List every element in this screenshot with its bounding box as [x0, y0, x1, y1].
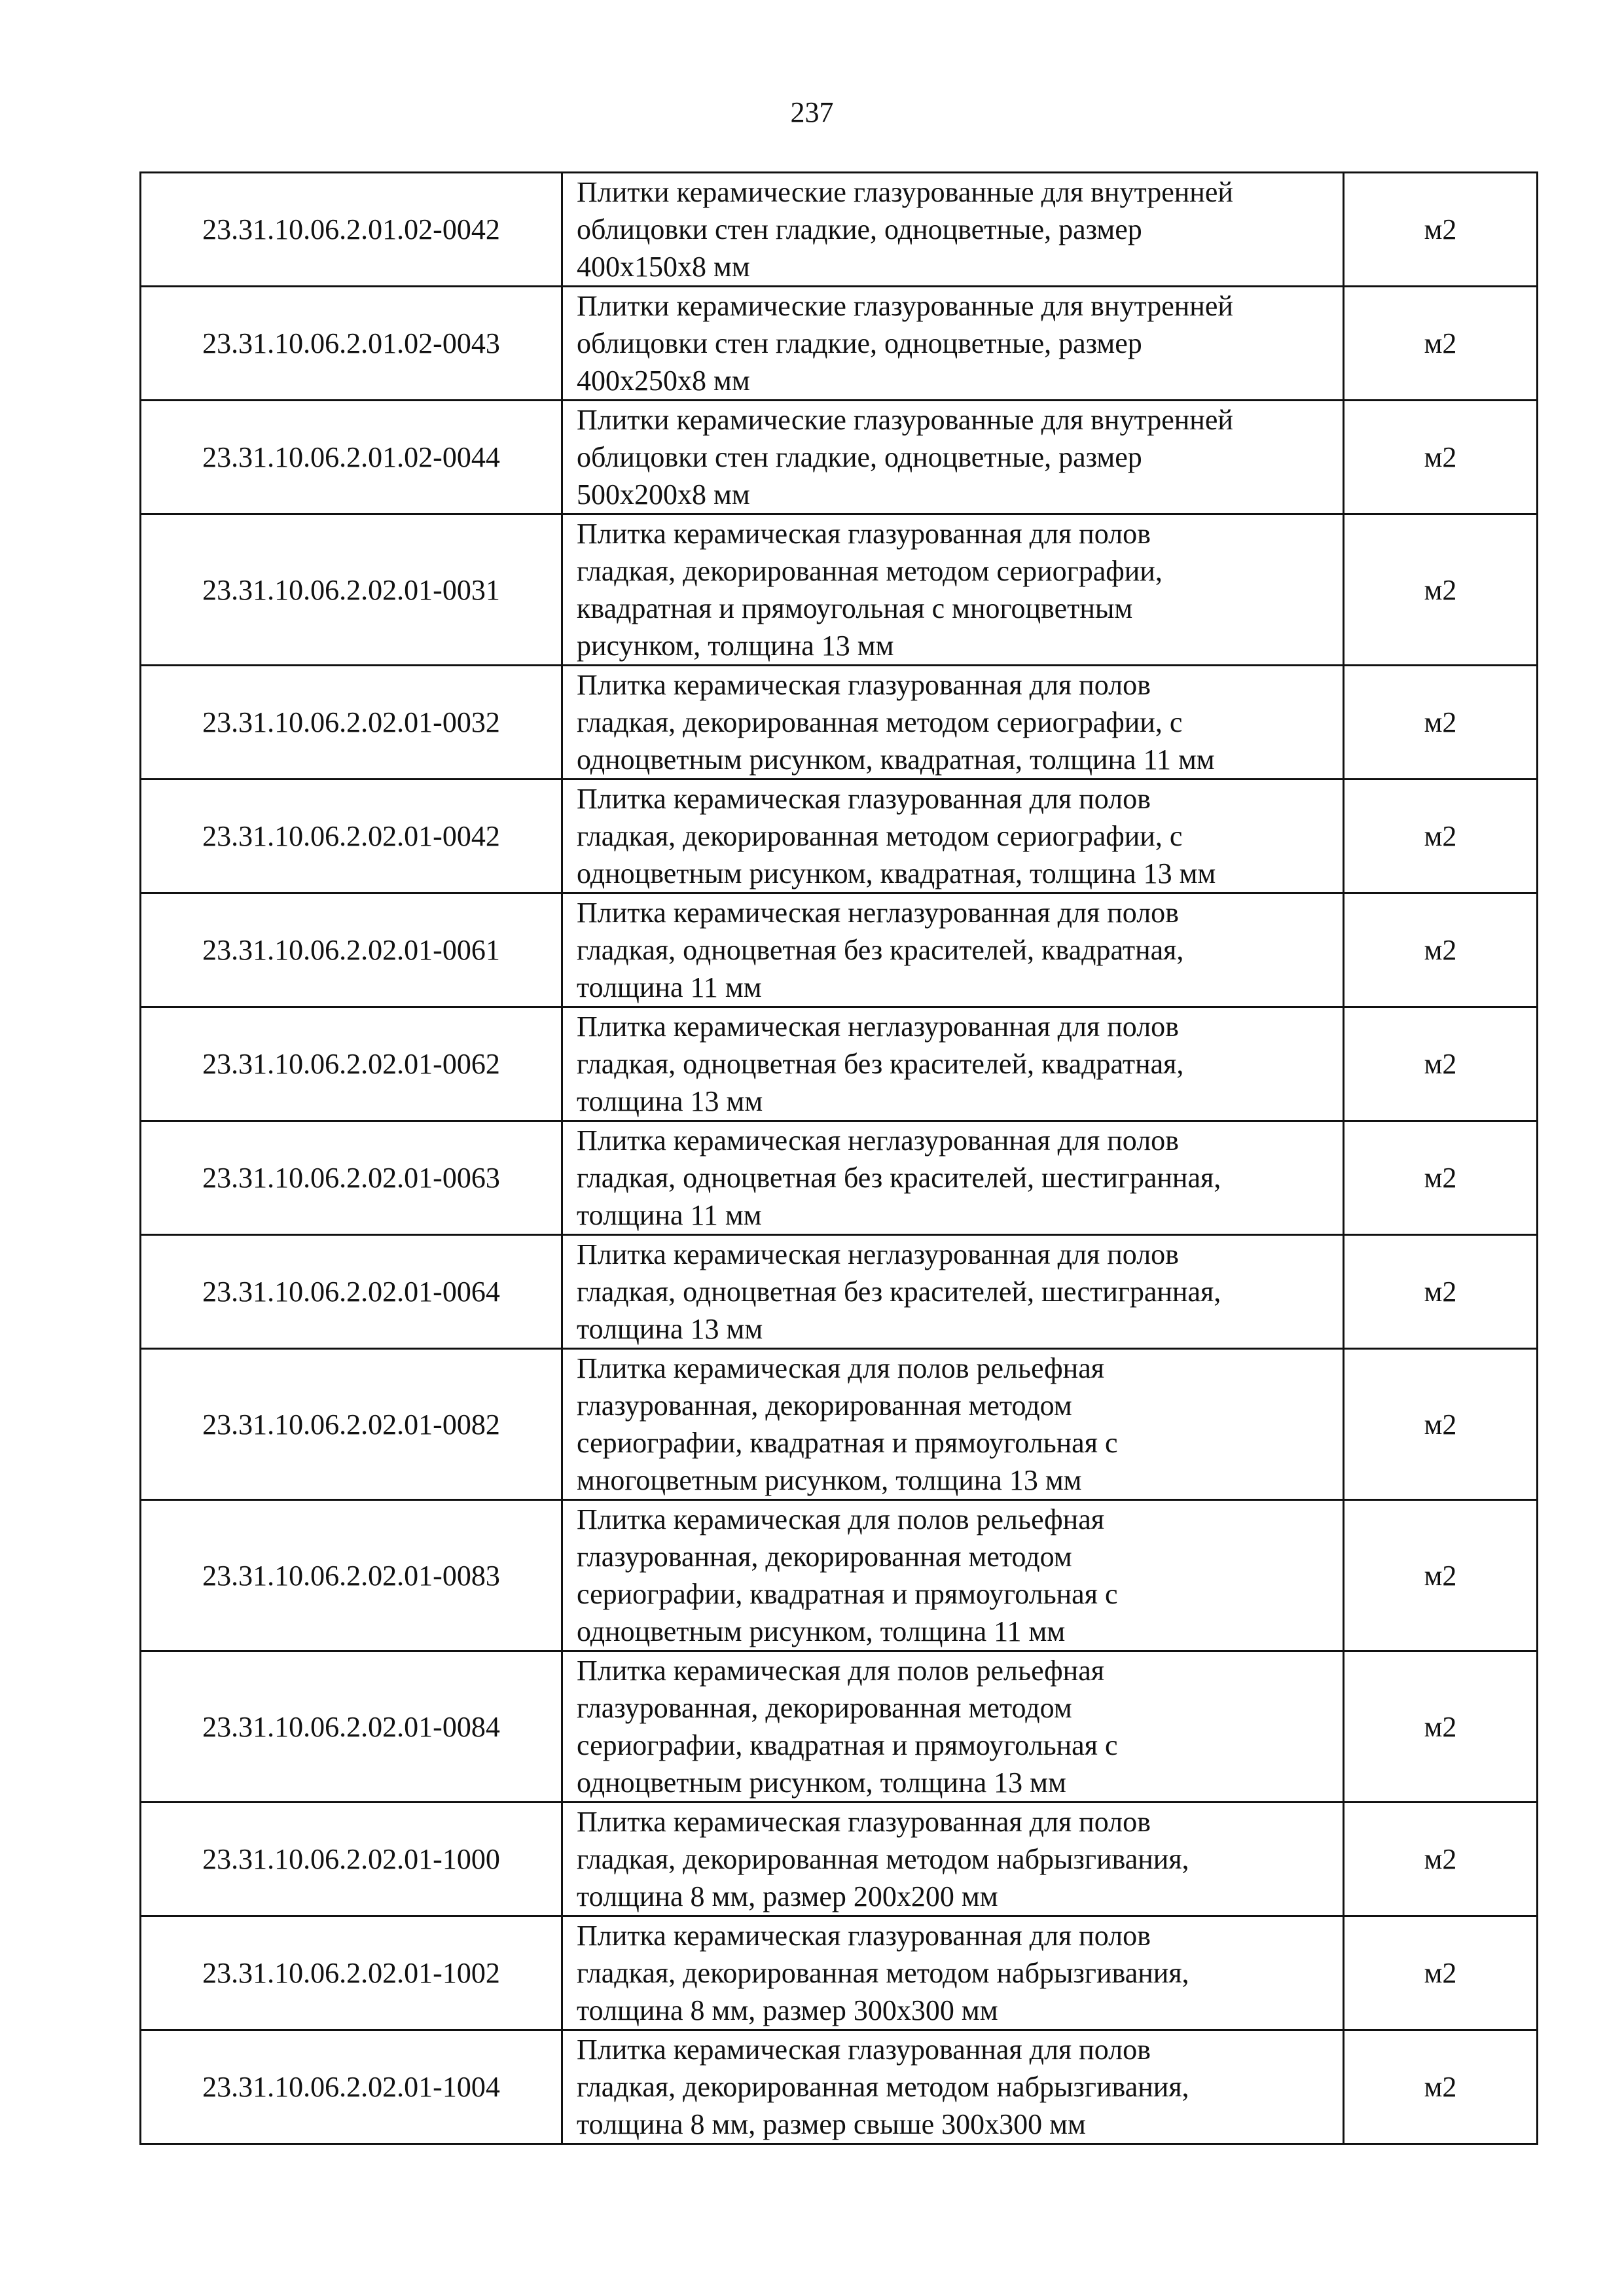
description-line: одноцветным рисунком, квадратная, толщина 13 мм — [577, 857, 1216, 889]
table-row — [141, 173, 1538, 287]
material-code: 23.31.10.06.2.02.01-1000 — [141, 1803, 562, 1916]
material-description — [562, 893, 1344, 1007]
table-row — [141, 780, 1538, 893]
table-row — [141, 514, 1538, 666]
description-line: одноцветным рисунком, толщина 11 мм — [577, 1615, 1066, 1647]
unit-of-measure: м2 — [1344, 173, 1538, 287]
description-line: многоцветным рисунком, толщина 13 мм — [577, 1464, 1082, 1496]
unit-of-measure: м2 — [1344, 1500, 1538, 1651]
material-code: 23.31.10.06.2.02.01-0063 — [141, 1121, 562, 1235]
description-line: Плитка керамическая глазурованная для полов — [577, 669, 1151, 701]
material-description — [562, 1121, 1344, 1235]
description-line: гладкая, одноцветная без красителей, шестигранная, — [577, 1162, 1221, 1194]
material-code: 23.31.10.06.2.02.01-1002 — [141, 1916, 562, 2030]
description-line: толщина 13 мм — [577, 1085, 763, 1117]
description-line: Плитка керамическая глазурованная для полов — [577, 1806, 1151, 1838]
table-row — [141, 1651, 1538, 1803]
description-line: толщина 11 мм — [577, 1199, 762, 1231]
description-line: толщина 8 мм, размер 300х300 мм — [577, 1994, 998, 2026]
material-description — [562, 780, 1344, 893]
table-row — [141, 1235, 1538, 1349]
description-line: глазурованная, декорированная методом — [577, 1541, 1072, 1573]
description-line: облицовки стен гладкие, одноцветные, размер — [577, 213, 1142, 245]
description-line: гладкая, декорированная методом набрызгивания, — [577, 1957, 1189, 1989]
description-line: Плитка керамическая глазурованная для полов — [577, 1920, 1151, 1952]
unit-of-measure: м2 — [1344, 401, 1538, 514]
description-line: сериографии, квадратная и прямоугольная с — [577, 1427, 1118, 1459]
table-row — [141, 401, 1538, 514]
unit-of-measure: м2 — [1344, 1235, 1538, 1349]
description-line: одноцветным рисунком, квадратная, толщина 11 мм — [577, 744, 1215, 776]
description-line: квадратная и прямоугольная с многоцветным — [577, 592, 1133, 624]
description-line: Плитка керамическая неглазурованная для полов — [577, 897, 1179, 929]
description-line: гладкая, декорированная методом набрызгивания, — [577, 2071, 1189, 2103]
table-row — [141, 1121, 1538, 1235]
material-code: 23.31.10.06.2.02.01-0082 — [141, 1349, 562, 1500]
description-line: гладкая, одноцветная без красителей, квадратная, — [577, 934, 1184, 966]
unit-of-measure: м2 — [1344, 666, 1538, 780]
description-line: облицовки стен гладкие, одноцветные, размер — [577, 441, 1142, 473]
material-description — [562, 401, 1344, 514]
description-line: толщина 13 мм — [577, 1313, 763, 1345]
table-row — [141, 1500, 1538, 1651]
table-row — [141, 666, 1538, 780]
material-description — [562, 1500, 1344, 1651]
description-line: толщина 11 мм — [577, 971, 762, 1003]
table-row — [141, 2030, 1538, 2144]
description-line: Плитки керамические глазурованные для внутренней — [577, 404, 1233, 436]
material-code: 23.31.10.06.2.02.01-0032 — [141, 666, 562, 780]
description-line: толщина 8 мм, размер 200х200 мм — [577, 1880, 998, 1912]
description-line: толщина 8 мм, размер свыше 300х300 мм — [577, 2108, 1086, 2140]
description-line: Плитка керамическая для полов рельефная — [577, 1503, 1104, 1535]
material-code: 23.31.10.06.2.01.02-0043 — [141, 287, 562, 401]
material-code: 23.31.10.06.2.02.01-0064 — [141, 1235, 562, 1349]
description-line: Плитка керамическая неглазурованная для полов — [577, 1011, 1179, 1043]
material-description — [562, 1916, 1344, 2030]
unit-of-measure: м2 — [1344, 514, 1538, 666]
material-description — [562, 1651, 1344, 1803]
description-line: облицовки стен гладкие, одноцветные, размер — [577, 327, 1142, 359]
description-line: 400х150х8 мм — [577, 251, 750, 283]
description-line: Плитка керамическая глазурованная для полов — [577, 2034, 1151, 2066]
description-line: гладкая, декорированная методом сериографии, — [577, 555, 1163, 587]
material-code: 23.31.10.06.2.02.01-0084 — [141, 1651, 562, 1803]
materials-table — [139, 171, 1538, 2145]
material-code: 23.31.10.06.2.02.01-0042 — [141, 780, 562, 893]
description-line: Плитка керамическая глазурованная для полов — [577, 783, 1151, 815]
table-row — [141, 893, 1538, 1007]
unit-of-measure: м2 — [1344, 1007, 1538, 1121]
description-line: Плитка керамическая глазурованная для полов — [577, 518, 1151, 550]
materials-table-body — [141, 173, 1538, 2144]
material-code: 23.31.10.06.2.02.01-0083 — [141, 1500, 562, 1651]
material-description — [562, 287, 1344, 401]
unit-of-measure: м2 — [1344, 1651, 1538, 1803]
unit-of-measure: м2 — [1344, 1916, 1538, 2030]
unit-of-measure: м2 — [1344, 287, 1538, 401]
description-line: гладкая, декорированная методом сериографии, с — [577, 706, 1183, 738]
material-code: 23.31.10.06.2.01.02-0044 — [141, 401, 562, 514]
material-description — [562, 1349, 1344, 1500]
material-description — [562, 173, 1344, 287]
description-line: гладкая, декорированная методом сериографии, с — [577, 820, 1183, 852]
material-description — [562, 1803, 1344, 1916]
table-row — [141, 287, 1538, 401]
description-line: Плитка керамическая неглазурованная для полов — [577, 1238, 1179, 1270]
description-line: 400х250х8 мм — [577, 365, 750, 397]
table-row — [141, 1007, 1538, 1121]
description-line: сериографии, квадратная и прямоугольная с — [577, 1729, 1118, 1761]
description-line: гладкая, одноцветная без красителей, шестигранная, — [577, 1276, 1221, 1308]
description-line: 500х200х8 мм — [577, 478, 750, 511]
material-code: 23.31.10.06.2.02.01-1004 — [141, 2030, 562, 2144]
material-description — [562, 2030, 1344, 2144]
description-line: Плитки керамические глазурованные для внутренней — [577, 176, 1233, 208]
unit-of-measure: м2 — [1344, 2030, 1538, 2144]
unit-of-measure: м2 — [1344, 1349, 1538, 1500]
material-code: 23.31.10.06.2.02.01-0062 — [141, 1007, 562, 1121]
unit-of-measure: м2 — [1344, 780, 1538, 893]
description-line: Плитка керамическая неглазурованная для полов — [577, 1124, 1179, 1157]
description-line: гладкая, декорированная методом набрызгивания, — [577, 1843, 1189, 1875]
material-description — [562, 1007, 1344, 1121]
page-number: 237 — [790, 96, 834, 128]
unit-of-measure: м2 — [1344, 893, 1538, 1007]
description-line: Плитка керамическая для полов рельефная — [577, 1352, 1104, 1384]
material-description — [562, 514, 1344, 666]
unit-of-measure: м2 — [1344, 1803, 1538, 1916]
description-line: глазурованная, декорированная методом — [577, 1692, 1072, 1724]
unit-of-measure: м2 — [1344, 1121, 1538, 1235]
description-line: одноцветным рисунком, толщина 13 мм — [577, 1767, 1066, 1799]
description-line: глазурованная, декорированная методом — [577, 1390, 1072, 1422]
material-code: 23.31.10.06.2.01.02-0042 — [141, 173, 562, 287]
material-code: 23.31.10.06.2.02.01-0061 — [141, 893, 562, 1007]
description-line: рисунком, толщина 13 мм — [577, 630, 894, 662]
description-line: Плитки керамические глазурованные для внутренней — [577, 290, 1233, 322]
table-row — [141, 1916, 1538, 2030]
material-description — [562, 1235, 1344, 1349]
description-line: сериографии, квадратная и прямоугольная с — [577, 1578, 1118, 1610]
material-description — [562, 666, 1344, 780]
description-line: Плитка керамическая для полов рельефная — [577, 1655, 1104, 1687]
description-line: гладкая, одноцветная без красителей, квадратная, — [577, 1048, 1184, 1080]
material-code: 23.31.10.06.2.02.01-0031 — [141, 514, 562, 666]
table-row — [141, 1803, 1538, 1916]
table-row — [141, 1349, 1538, 1500]
